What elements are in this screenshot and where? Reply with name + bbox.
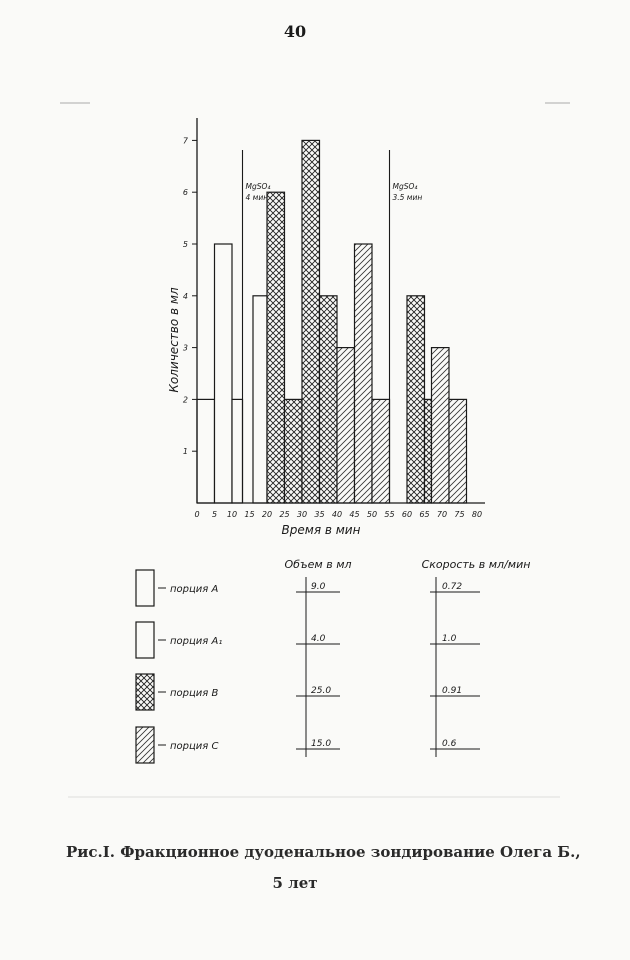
- legend-swatch-1: [136, 570, 154, 606]
- x-tick-label-55: 55: [384, 510, 395, 519]
- legend-label-3: порция B: [170, 688, 219, 699]
- bar-4: [253, 296, 267, 503]
- bar-3: [232, 399, 243, 503]
- speed-value-3: 0.91: [442, 686, 463, 696]
- bar-9: [337, 348, 355, 503]
- x-tick-label-60: 60: [401, 510, 413, 519]
- y-tick-label-2: 2: [182, 395, 188, 405]
- mgso4-time-label-1: 4 мин: [245, 193, 269, 202]
- bar-11: [372, 399, 390, 503]
- legend-swatch-2: [136, 622, 154, 658]
- x-tick-label-75: 75: [454, 510, 465, 519]
- x-tick-label-15: 15: [244, 510, 255, 519]
- x-tick-label-65: 65: [419, 510, 430, 519]
- bar-14: [432, 348, 450, 503]
- bar-10: [355, 244, 373, 503]
- x-tick-label-10: 10: [226, 510, 238, 519]
- y-tick-label-6: 6: [182, 188, 188, 198]
- bar-15: [449, 399, 467, 503]
- legend: [136, 558, 530, 763]
- legend-volume-header: Объем в мл: [284, 558, 352, 571]
- volume-value-4: 15.0: [311, 739, 332, 749]
- speed-value-2: 1.0: [442, 634, 457, 644]
- x-tick-label-20: 20: [261, 510, 273, 519]
- legend-swatch-3: [136, 674, 154, 710]
- bars-layer: [197, 140, 467, 503]
- x-tick-label-70: 70: [436, 510, 448, 519]
- legend-label-2: порция A₁: [170, 636, 223, 647]
- x-tick-label-0: 0: [194, 510, 200, 519]
- volume-value-3: 25.0: [311, 686, 332, 696]
- volume-value-1: 9.0: [311, 582, 326, 592]
- x-tick-label-50: 50: [366, 510, 378, 519]
- legend-label-1: порция A: [170, 584, 219, 595]
- y-axis-label: Количество в мл: [167, 287, 181, 393]
- y-tick-label-3: 3: [182, 343, 188, 353]
- legend-label-4: порция C: [170, 741, 219, 752]
- x-tick-label-80: 80: [471, 510, 483, 519]
- x-tick-label-40: 40: [331, 510, 343, 519]
- bar-1: [197, 399, 215, 503]
- mgso4-label-2: MgSO₄: [392, 182, 418, 191]
- x-tick-label-30: 30: [296, 510, 308, 519]
- mgso4-time-label-2: 3.5 мин: [392, 193, 423, 202]
- bar-7: [302, 140, 320, 503]
- page-number: 40: [283, 22, 307, 41]
- bar-5: [267, 192, 285, 503]
- y-tick-label-4: 4: [182, 291, 188, 301]
- bar-chart: [167, 118, 485, 537]
- y-tick-label-5: 5: [182, 240, 188, 249]
- volume-value-2: 4.0: [311, 634, 326, 644]
- figure-caption-line2: 5 лет: [272, 874, 318, 892]
- speed-value-1: 0.72: [442, 582, 463, 592]
- x-tick-label-25: 25: [279, 510, 290, 519]
- y-tick-label-7: 7: [182, 136, 188, 146]
- x-tick-label-35: 35: [314, 510, 325, 519]
- bar-13: [425, 399, 432, 503]
- bar-6: [285, 399, 303, 503]
- figure-caption: Рис.I. Фракционное дуоденальное зондирование Олега Б.,: [66, 843, 581, 861]
- bar-12: [407, 296, 425, 503]
- speed-value-4: 0.6: [442, 739, 457, 749]
- x-axis-label: Время в мин: [281, 523, 361, 537]
- legend-speed-header: Скорость в мл/мин: [421, 558, 531, 571]
- bar-2: [215, 244, 233, 503]
- x-tick-label-5: 5: [211, 510, 218, 519]
- mgso4-label-1: MgSO₄: [245, 182, 271, 191]
- bar-8: [320, 296, 338, 503]
- y-tick-label-1: 1: [182, 447, 188, 457]
- x-tick-label-45: 45: [349, 510, 360, 519]
- legend-swatch-4: [136, 727, 154, 763]
